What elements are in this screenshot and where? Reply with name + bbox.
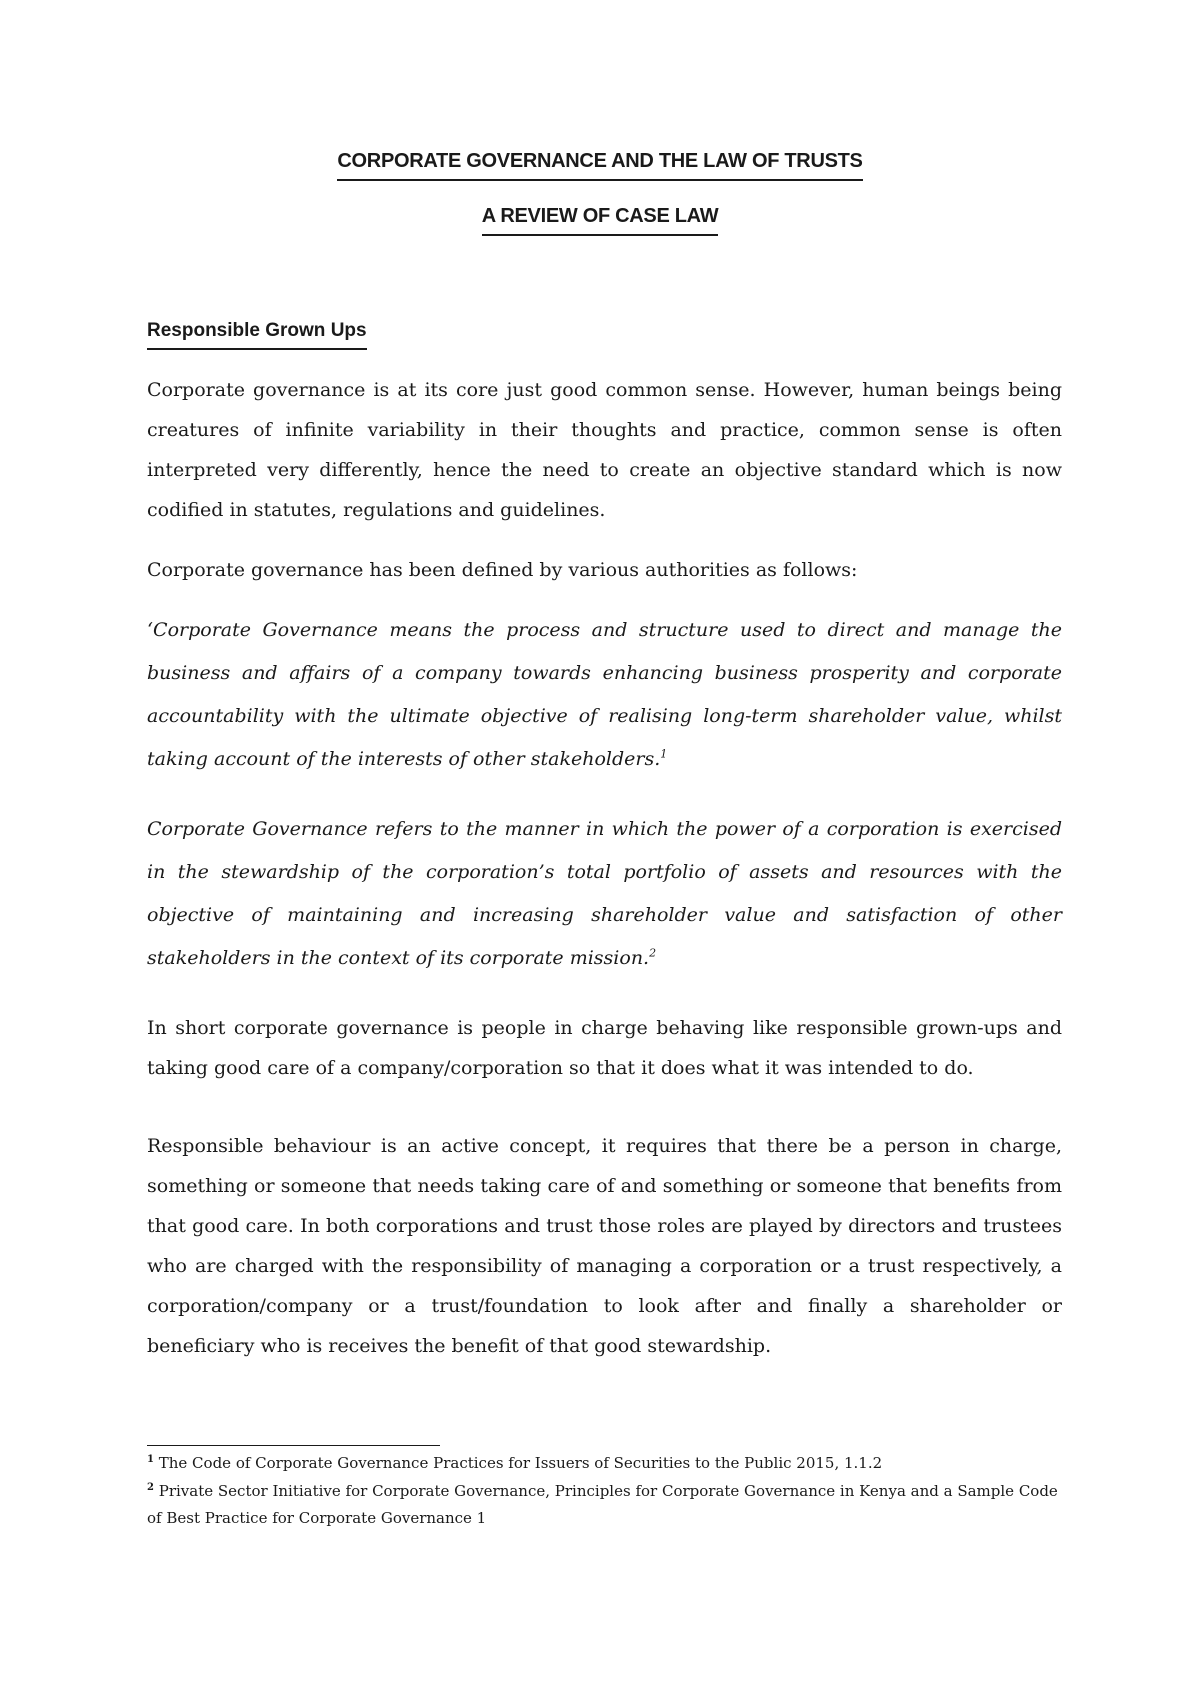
document-subtitle	[0, 205, 1200, 236]
title-line-2: A REVIEW OF CASE LAW	[482, 205, 719, 236]
footnote-ref-2[interactable]: 2	[649, 946, 657, 960]
footnote-separator	[147, 1445, 440, 1446]
section-heading	[147, 320, 367, 350]
definition-quote-2	[147, 808, 1062, 980]
paragraph-definitions-lead: Corporate governance has been defined by various authorities as follows:	[147, 559, 858, 581]
paragraph-intro: Corporate governance is at its core just good common sense. However, human beings being creatures of infinite variability in their thoughts and practice, common sense is often interpreted very differently, hence the need to create an objective standard which is now codified in statutes, regulations and guidelines.	[147, 379, 1062, 521]
title-line-1: CORPORATE GOVERNANCE AND THE LAW OF TRUSTS	[337, 150, 862, 181]
footnote-2-marker: 2	[147, 1482, 154, 1493]
footnote-ref-1[interactable]: 1	[660, 747, 668, 761]
paragraph-responsible-behaviour: Responsible behaviour is an active concept, it requires that there be a person in charge, something or someone that needs taking care of and something or someone that benefits from that good care. In both corporations and trust those roles are played by directors and trustees who are charged with the responsibility of managing a corporation or a trust respectively, a corporation/company or a trust/foundation to look after and finally a shareholder or beneficiary who is receives the benefit of that good stewardship.	[147, 1135, 1062, 1357]
footnote-1	[147, 1450, 1062, 1477]
section-heading-text: Responsible Grown Ups	[147, 320, 367, 350]
quote-1-text: ‘Corporate Governance means the process and structure used to direct and manage the business and affairs of a company towards enhancing business prosperity and corporate accountability with the ultimate objective of realising long-term shareholder value, whilst taking account of the interests of other stakeholders.	[147, 619, 1062, 770]
footnote-2	[147, 1478, 1062, 1532]
footnote-1-text: The Code of Corporate Governance Practices for Issuers of Securities to the Public 2015, 1.1.2	[158, 1454, 883, 1472]
definition-quote-1	[147, 609, 1062, 781]
paragraph-summary: In short corporate governance is people in charge behaving like responsible grown-ups and taking good care of a company/corporation so that it does what it was intended to do.	[147, 1017, 1062, 1079]
quote-2-text: Corporate Governance refers to the manner in which the power of a corporation is exercised in the stewardship of the corporation’s total portfolio of assets and resources with the objective of maintaining and increasing shareholder value and satisfaction of other stakeholders in the context of its corporate mission.	[147, 818, 1062, 969]
footnote-2-text: Private Sector Initiative for Corporate Governance, Principles for Corporate Governance in Kenya and a Sample Code of Best Practice for Corporate Governance 1	[147, 1482, 1058, 1527]
document-title	[0, 150, 1200, 181]
footnote-1-marker: 1	[147, 1454, 154, 1465]
